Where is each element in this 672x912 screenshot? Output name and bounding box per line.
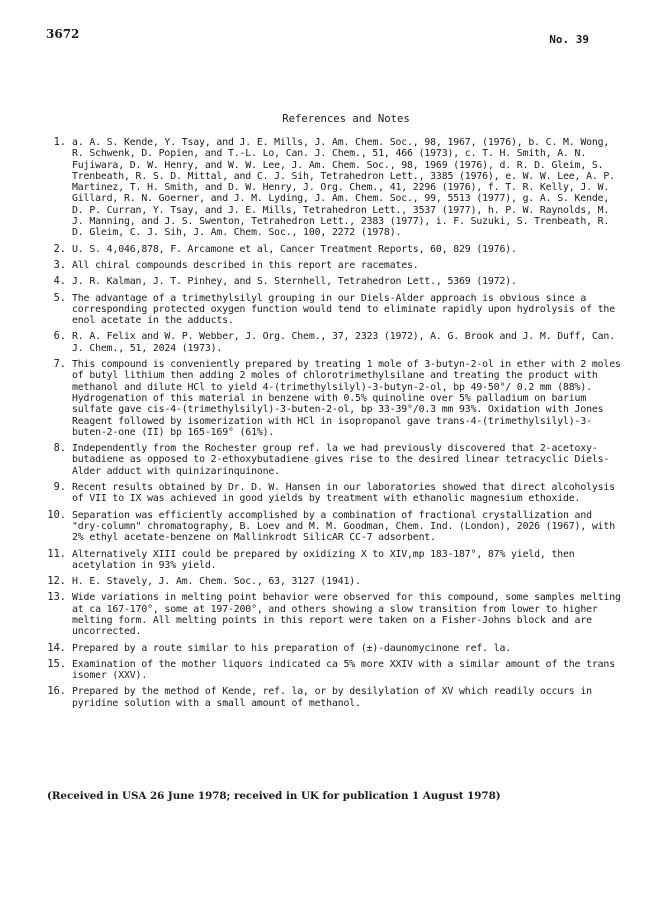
reference-number: 16. (47, 685, 66, 698)
reference-item-8 (0, 443, 672, 477)
section-title: References and Notes (282, 113, 410, 125)
reference-number: 7. (53, 358, 66, 371)
page-number: 3672 (46, 27, 80, 41)
reference-text: All chiral compounds described in this report are racemates. (72, 259, 419, 271)
reference-text: H. E. Stavely, J. Am. Chem. Soc., 63, 3127 (1941). (72, 576, 361, 588)
reference-number: 9. (53, 481, 66, 494)
reference-item-3 (0, 260, 672, 271)
reference-item-5 (0, 293, 672, 327)
reference-number: 2. (53, 242, 66, 255)
reference-item-12 (0, 576, 672, 587)
reference-number: 5. (53, 291, 66, 304)
reference-number: 14. (47, 641, 66, 654)
reference-number: 3. (53, 258, 66, 271)
reference-item-11 (0, 549, 672, 572)
reference-item-16 (0, 686, 672, 709)
reference-item-9 (0, 482, 672, 505)
reference-number: 8. (53, 442, 66, 455)
reference-text: Examination of the mother liquors indicated ca 5% more XXIV with a similar amount of the trans isomer (XXV). (72, 658, 615, 682)
reference-number: 11. (47, 547, 66, 560)
reference-text: U. S. 4,046,878, F. Arcamone et al, Cancer Treatment Reports, 60, 829 (1976). (72, 243, 517, 255)
reference-item-7 (0, 359, 672, 438)
reference-text: Prepared by a route similar to his preparation of (±)-daunomycinone ref. la. (72, 642, 512, 654)
reference-text: Wide variations in melting point behavior were observed for this compound, some samples melting at ca 167-170°, some at 197-200°, and others showing a slow transition from lower to higher melting form. All melting points in this report were taken on a Fisher-Johns block and are uncorrected. (72, 592, 621, 638)
reference-text: Separation was efficiently accomplished by a combination of fractional crystallization and "dry-column" chromatography, B. Loev and M. M. Goodman, Chem. Ind. (London), 2026 (1967), with 2% ethyl acetate-benzene on Mallinkrodt SilicAR CC-7 adsorbent. (72, 509, 615, 544)
issue-number: No. 39 (549, 33, 589, 46)
reference-text: Alternatively XIII could be prepared by oxidizing X to XIV,mp 183-187°, 87% yield, then acetylation in 93% yield. (72, 548, 575, 571)
reference-item-6 (0, 331, 672, 354)
reference-text: The advantage of a trimethylsilyl grouping in our Diels-Alder approach is obvious since a corresponding protected oxygen function would tend to eliminate rapidly upon hydrolysis of the enol acetate in the adducts. (72, 292, 615, 327)
reference-number: 10. (47, 508, 66, 521)
reference-item-15 (0, 659, 672, 682)
reference-text: J. R. Kalman, J. T. Pinhey, and S. Sternhell, Tetrahedron Lett., 5369 (1972). (72, 276, 517, 288)
reference-text: This compound is conveniently prepared by treating 1 mole of 3-butyn-2-ol in ether with 2 moles of butyl lithium then adding 2 moles of chlorotrimethylsilane and treating the product with methanol and dilute HCl to yield 4-(trimethylsilyl)-3-butyn-2-ol, bp 49-50°/ 0.2 mm (88%). Hydrogenation of this material in benzene with 0.5% quinoline over 5% palladium on barium sulfate gave cis-4-(trimethylsilyl)-3-buten-2-ol, bp 33-39°/0.3 mm 93%. Oxidation with Jones Reagent followed by isomerization with HCl in isopropanol gave trans-4-(trimethylsilyl)-3-buten-2-one (II) bp 165-169° (61%). (72, 359, 621, 438)
reference-number: 15. (47, 657, 66, 670)
reference-text: Independently from the Rochester group ref. la we had previously discovered that 2-acetoxy-butadiene as opposed to 2-ethoxybutadiene gives rise to the desired linear tetracyclic Diels-Alder adduct with quinizarinquinone. (72, 443, 610, 477)
reference-number: 6. (53, 330, 66, 343)
reference-item-4 (0, 276, 672, 287)
reference-item-14 (0, 643, 672, 654)
references-list (0, 137, 672, 714)
reference-text: Recent results obtained by Dr. D. W. Hansen in our laboratories showed that direct alcoholysis of VII to IX was achieved in good yields by treatment with ethanolic magnesium ethoxide. (72, 482, 615, 505)
reference-text: Prepared by the method of Kende, ref. la, or by desilylation of XV which readily occurs in pyridine solution with a small amount of methanol. (72, 686, 592, 709)
reference-number: 12. (47, 575, 66, 588)
reference-number: 1. (53, 136, 66, 148)
reference-text: a. A. S. Kende, Y. Tsay, and J. E. Mills, J. Am. Chem. Soc., 98, 1967, (1976), b. C. M. Wong, R. Schwenk, D. Popien, and T.-L. Lo, Can. J. Chem., 51, 466 (1973), c. T. H. Smith, A. N. Fujiwara, D. W. Henry, and W. W. Lee, J. Am. Chem. Soc., 98, 1969 (1976), d. R. D. Gleim, S. Trenbeath, R. S. D. Mittal, and C. J. Sih, Tetrahedron Lett., 3385 (1976), e. W. W. Lee, A. P. Martinez, T. H. Smith, and D. W. Henry, J. Org. Chem., 41, 2296 (1976), f. T. R. Kelly, J. W. Gillard, R. N. Goerner, and J. M. Lyding, J. Am. Chem. Soc., 99, 5513 (1977), g. A. S. Kende, D. P. Curran, Y. Tsay, and J. E. Mills, Tetrahedron Lett., 3537 (1977), h. P. W. Raynolds, M. J. Manning, and J. S. Swenton, Tetrahedron Lett., 2383 (1977), i. F. Suzuki, S. Trenbeath, R. D. Gleim, C. J. Sih, J. Am. Chem. Soc., 100, 2272 (1978). (72, 137, 615, 239)
received-note: (Received in USA 26 June 1978; received in UK for publication 1 August 1978) (47, 790, 501, 802)
reference-item-2 (0, 244, 672, 255)
reference-item-1 (0, 137, 672, 239)
reference-item-13 (0, 592, 672, 637)
reference-number: 13. (47, 591, 66, 604)
reference-text: R. A. Felix and W. P. Webber, J. Org. Chem., 37, 2323 (1972), A. G. Brook and J. M. Duff, Can. J. Chem., 51, 2024 (1973). (72, 331, 615, 354)
reference-item-10 (0, 510, 672, 544)
reference-number: 4. (53, 275, 66, 288)
